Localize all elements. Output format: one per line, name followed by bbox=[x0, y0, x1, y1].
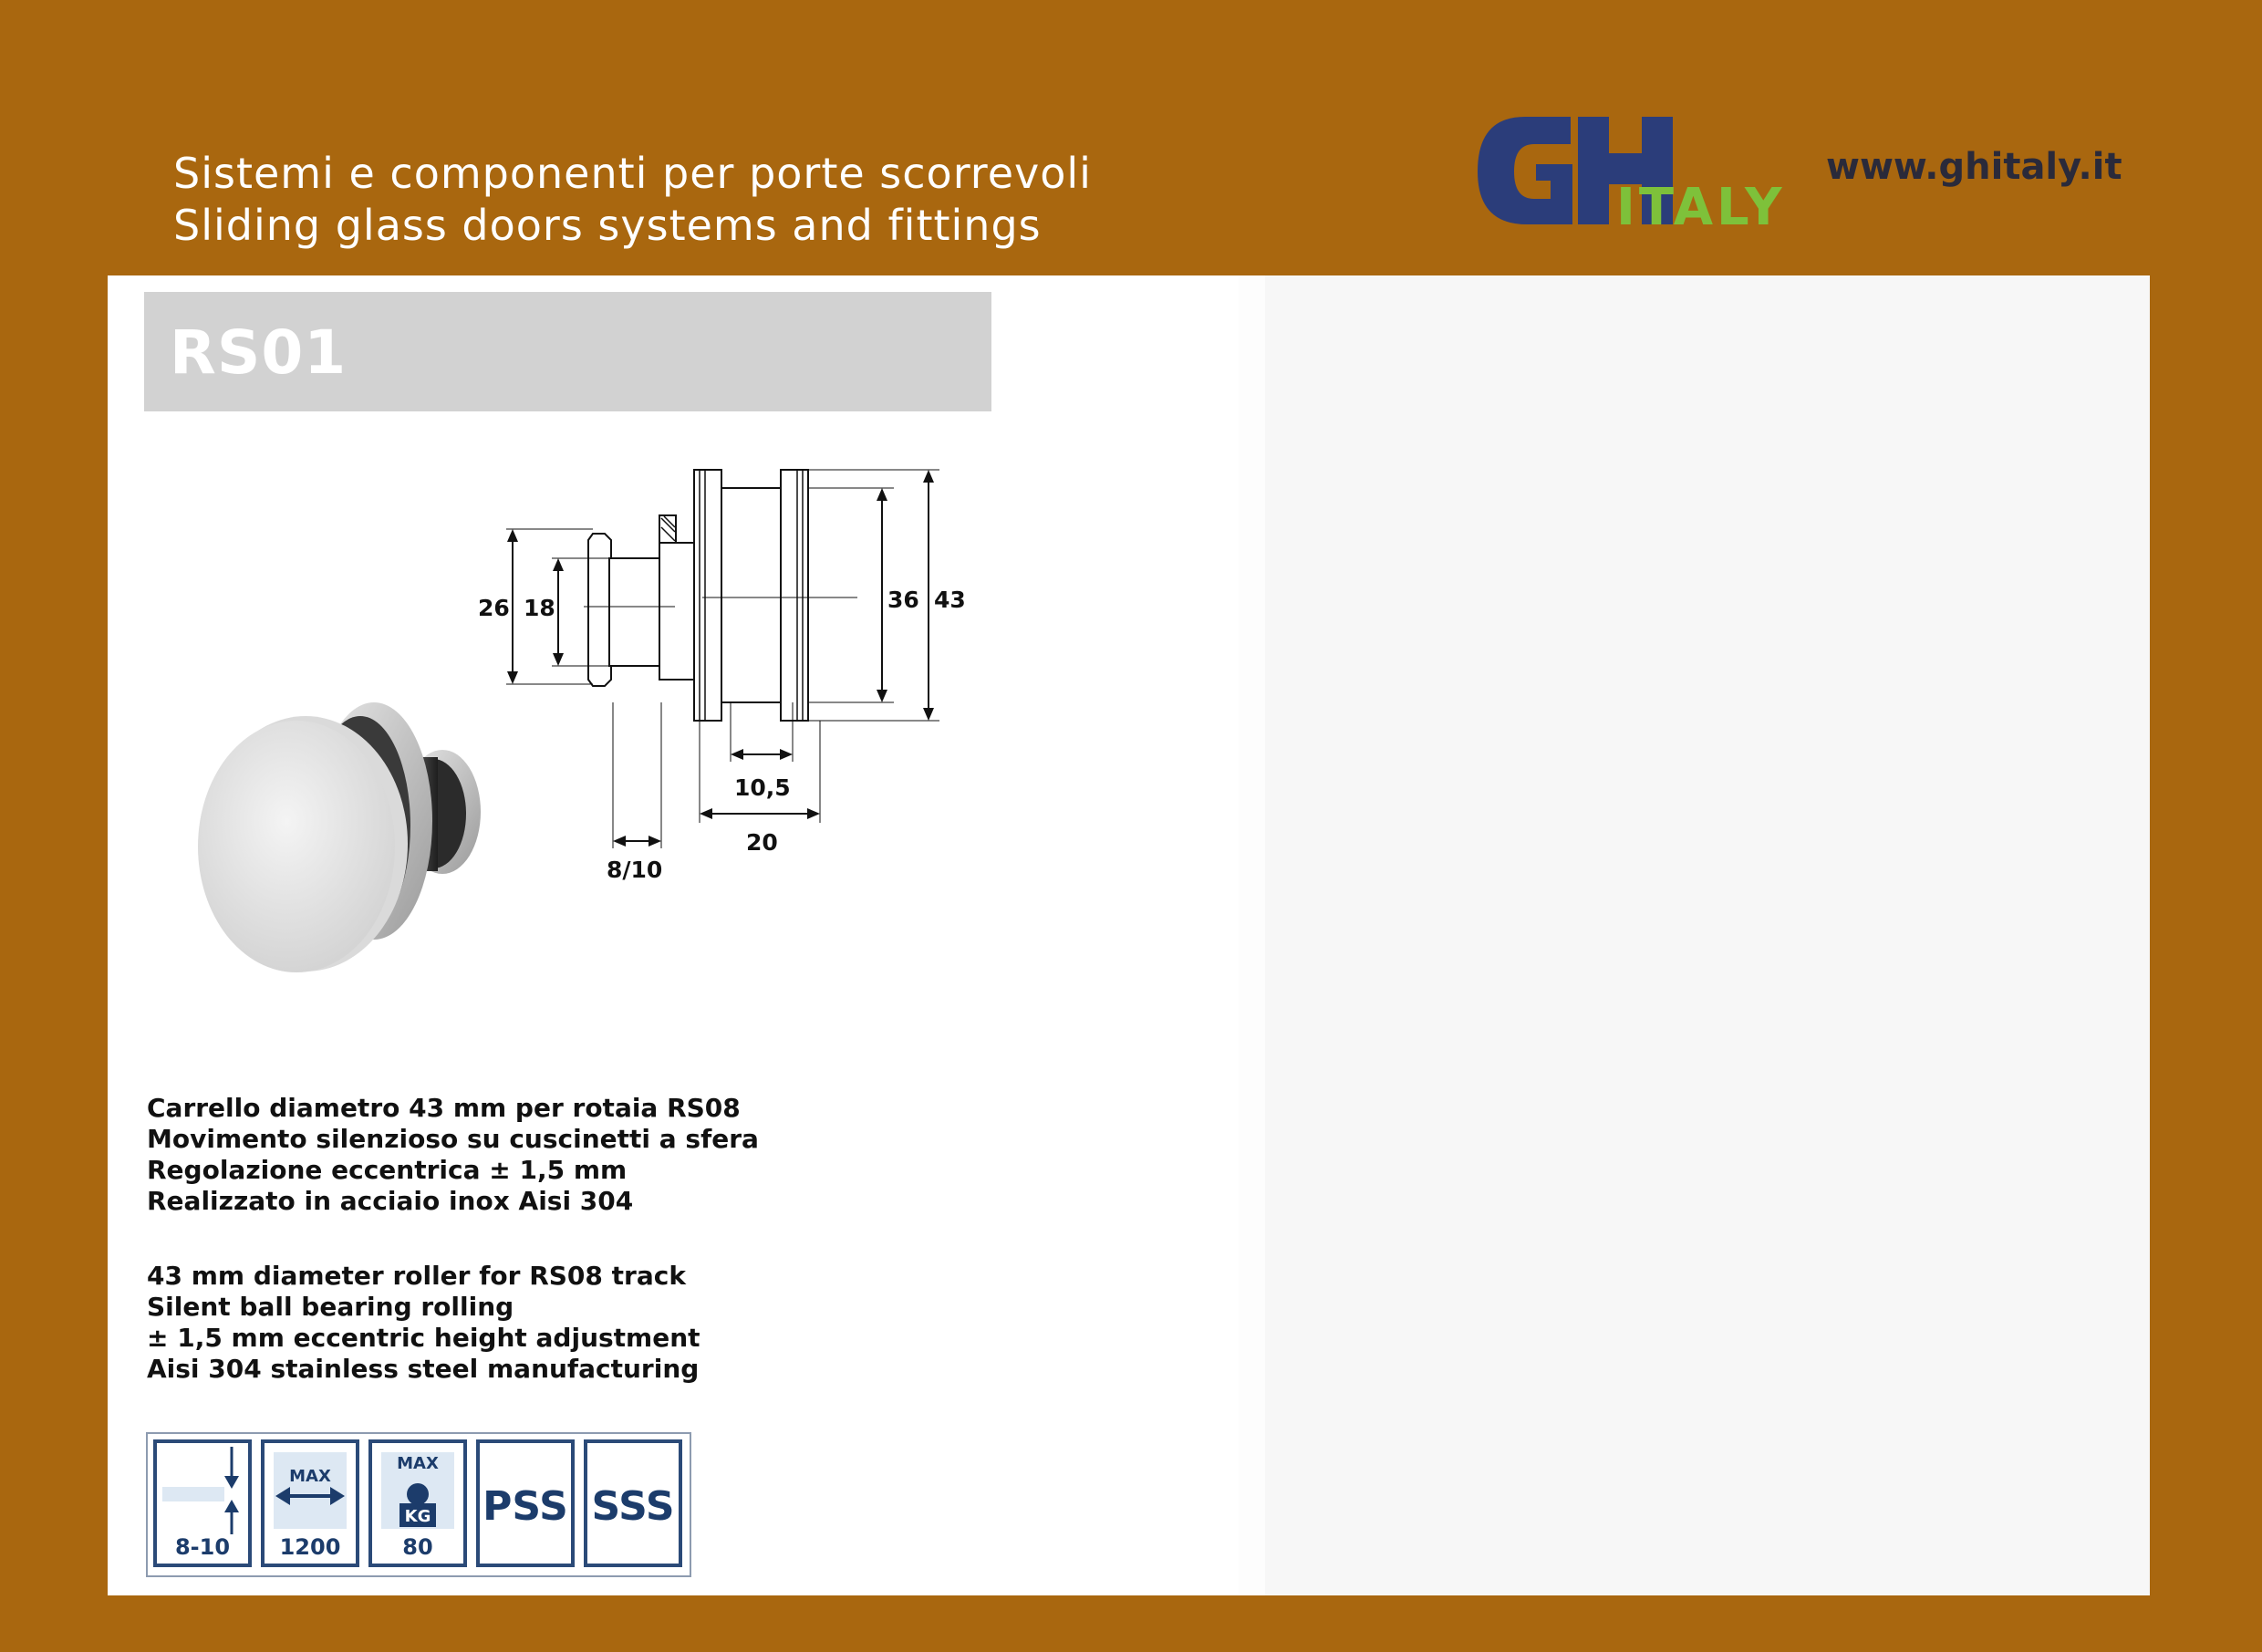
pss-icon bbox=[476, 1439, 575, 1567]
max-width-icon bbox=[261, 1439, 359, 1567]
kg-unit: KG bbox=[404, 1507, 431, 1526]
max-weight-label: MAX bbox=[397, 1454, 439, 1473]
right-panel bbox=[1265, 275, 2150, 1595]
description-line: Realizzato in acciaio inox Aisi 304 bbox=[147, 1186, 634, 1216]
max-weight-icon bbox=[368, 1439, 467, 1567]
max-width-value: 1200 bbox=[279, 1534, 341, 1560]
glass-thickness-icon bbox=[153, 1439, 252, 1567]
max-weight-value: 80 bbox=[402, 1534, 433, 1560]
description-line: Movimento silenzioso su cuscinetti a sfera bbox=[147, 1124, 759, 1154]
description-line: Carrello diametro 43 mm per rotaia RS08 bbox=[147, 1093, 741, 1123]
panel-divider bbox=[1239, 275, 1265, 1595]
product-code: RS01 bbox=[170, 317, 348, 388]
description-line: ± 1,5 mm eccentric height adjustment bbox=[147, 1323, 700, 1353]
sss-icon bbox=[584, 1439, 682, 1567]
dim-8-10: 8/10 bbox=[607, 857, 663, 883]
glass-thickness-value: 8-10 bbox=[174, 1534, 231, 1560]
gh-italy-logo bbox=[1470, 108, 1799, 235]
dim-20: 20 bbox=[746, 829, 778, 856]
sss-label: SSS bbox=[591, 1483, 675, 1530]
description-english bbox=[147, 1261, 700, 1385]
description-line: Regolazione eccentrica ± 1,5 mm bbox=[147, 1155, 628, 1185]
dim-36: 36 bbox=[887, 587, 919, 613]
description-line: Aisi 304 stainless steel manufacturing bbox=[147, 1354, 700, 1384]
dim-26: 26 bbox=[478, 595, 510, 621]
dim-43: 43 bbox=[934, 587, 966, 613]
max-width-label: MAX bbox=[289, 1467, 331, 1486]
product-code-box bbox=[144, 292, 991, 411]
dim-10-5: 10,5 bbox=[734, 774, 791, 801]
description-line: Silent ball bearing rolling bbox=[147, 1292, 514, 1322]
tagline-english: Sliding glass doors systems and fittings bbox=[173, 201, 1042, 250]
pss-label: PSS bbox=[482, 1483, 568, 1530]
roller-product-image bbox=[178, 693, 506, 1003]
spec-icons-strip bbox=[146, 1432, 691, 1577]
website-link[interactable]: www.ghitaly.it bbox=[1826, 146, 2122, 188]
tagline-italian: Sistemi e componenti per porte scorrevoli bbox=[173, 149, 1092, 198]
logo-word: ITALY bbox=[1616, 178, 1786, 235]
description-italian bbox=[147, 1093, 759, 1217]
dim-18: 18 bbox=[524, 595, 555, 621]
description-line: 43 mm diameter roller for RS08 track bbox=[147, 1261, 686, 1291]
technical-drawing bbox=[456, 447, 1003, 903]
